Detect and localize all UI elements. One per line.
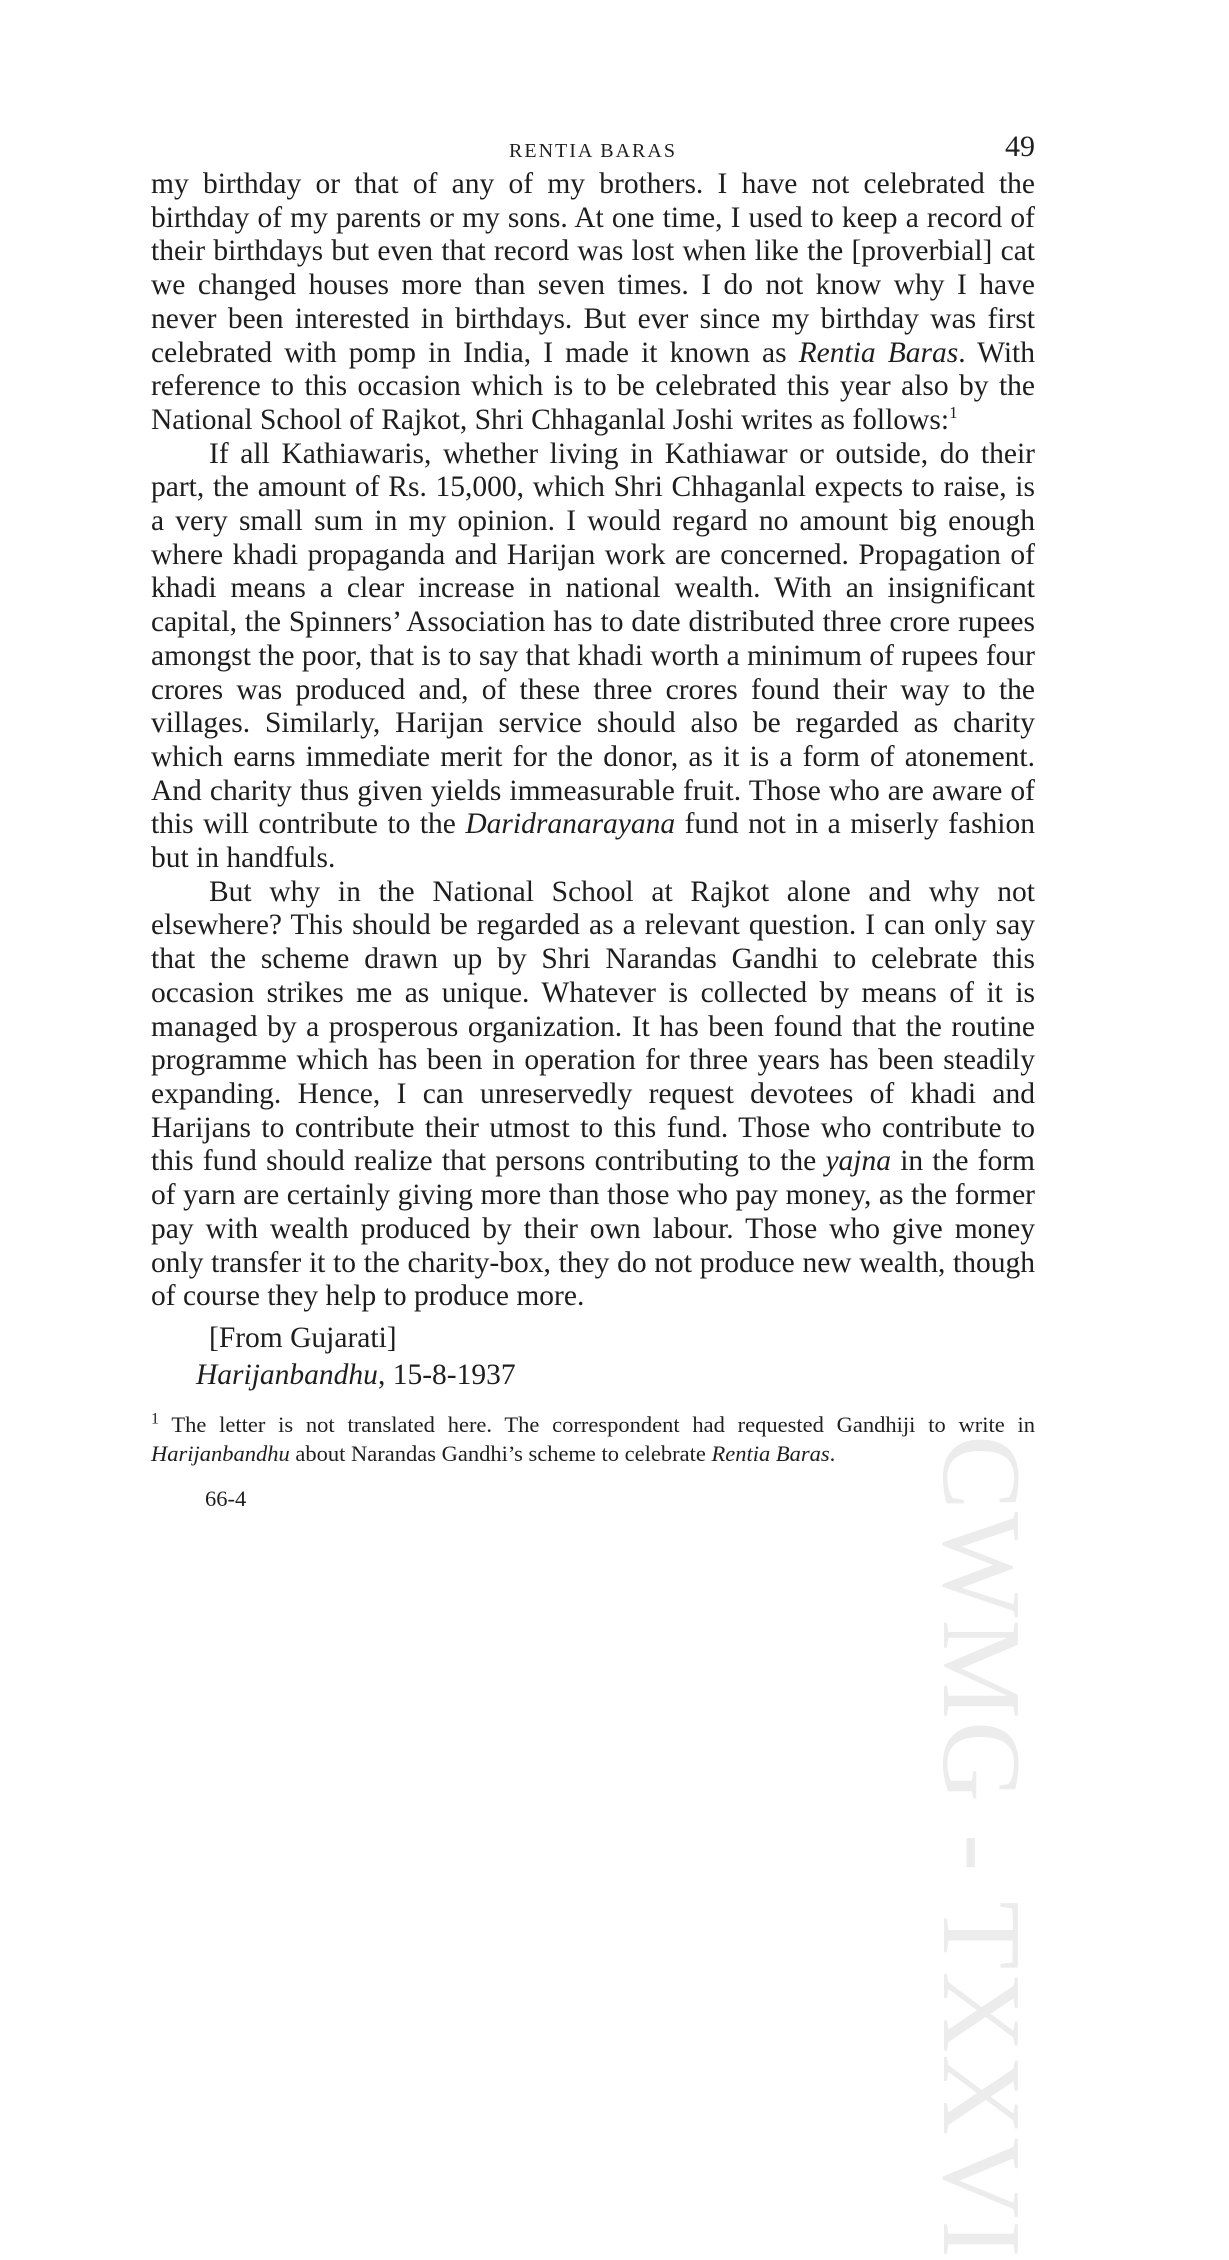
text-run: If all Kathiawaris, whether living in Kathiawar or outside, do their part, the amount of Rs. 15,000, which Shri Chhaganlal expects to raise, is a very small sum in my opinion. I would regard no amount big enough where khadi propaganda and Harijan work are concerned. Propagation of khadi means a clear increase in national wealth. With an insignificant capital, the Spinners’ Association has to date distributed three crore rupees amongst the poor, that is to say that khadi worth a minimum of rupees four crores was produced and, of these three crores found their way to the villages. Similarly, Harijan service should also be regarded as charity which earns immediate merit for the donor, as it is a form of atonement. And charity thus given yields immeasurable fruit. Those who are aware of this will contribute to the bbox=[151, 437, 1035, 841]
text-run: my birthday or that of any of my brothers. I have not celebrated the birthday of my parents or my sons. At one time, I used to keep a record of their birthdays but even that record was lost when like the [proverbial] cat we changed houses more than seven times. I do not know why I have never been interested in birthdays. But ever since my birthday was first celebrated with pomp in India, I made it known as bbox=[151, 168, 1035, 369]
text-run: But why in the National School at Rajkot alone and why not elsewhere? This should be regarded as a relevant question. I can only say that the scheme drawn up by Shri Narandas Gandhi to celebrate this occasion strikes me as unique. Whatever is collected by means of it is managed by a prosperous organization. It has been found that the routine programme which has been in operation for three years has been steadily expanding. Hence, I can unreservedly request devotees of khadi and Harijans to contribute their utmost to this fund. Those who contribute to this fund should realize that persons contributing to the bbox=[151, 875, 1035, 1178]
running-head bbox=[151, 128, 1035, 168]
page bbox=[151, 128, 1035, 1512]
italic-text: Harijanbandhu bbox=[151, 1440, 290, 1466]
running-title: RENTIA BARAS bbox=[509, 140, 677, 162]
footnote-reference: 1 bbox=[949, 403, 958, 423]
text-run: . With reference to this occasion which is to be celebrated this year also by the National School of Rajkot, Shri Chhaganlal Joshi writes as follows: bbox=[151, 336, 1035, 436]
italic-text: yajna bbox=[825, 1145, 892, 1178]
source-language: [From Gujarati] bbox=[209, 1321, 397, 1354]
body-text bbox=[151, 168, 1035, 1314]
paragraph bbox=[151, 876, 1035, 1314]
text-run: fund not in a miserly fashion but in handfuls. bbox=[151, 808, 1035, 875]
source-publication: Harijanbandhu bbox=[196, 1358, 378, 1391]
italic-text: Rentia Baras bbox=[711, 1440, 830, 1466]
folio: 66-4 bbox=[205, 1485, 247, 1511]
page-number: 49 bbox=[1005, 130, 1035, 163]
source-date: , 15-8-1937 bbox=[377, 1358, 516, 1391]
source-citation bbox=[151, 1320, 1035, 1394]
source-publication-line bbox=[151, 1357, 1035, 1394]
text-run: about Narandas Gandhi’s scheme to celebrate bbox=[289, 1440, 712, 1466]
footnote bbox=[151, 1410, 1035, 1468]
paragraph bbox=[151, 168, 1035, 438]
paragraph bbox=[151, 438, 1035, 876]
text-run: The letter is not translated here. The correspondent had requested Gandhiji to write in bbox=[159, 1411, 1035, 1437]
italic-text: Rentia Baras bbox=[798, 336, 959, 369]
text-run: in the form of yarn are certainly giving more than those who pay money, as the former pay with wealth produced by their own labour. Those who give money only transfer it to the charity-box, they do not produce new wealth, though of course they help to produce more. bbox=[151, 1145, 1035, 1313]
watermark-text: CWMG - TXXVI bbox=[919, 1435, 1043, 2260]
text-run: . bbox=[829, 1440, 836, 1466]
footnote-mark: 1 bbox=[151, 1410, 159, 1428]
italic-text: Daridranarayana bbox=[465, 808, 676, 841]
